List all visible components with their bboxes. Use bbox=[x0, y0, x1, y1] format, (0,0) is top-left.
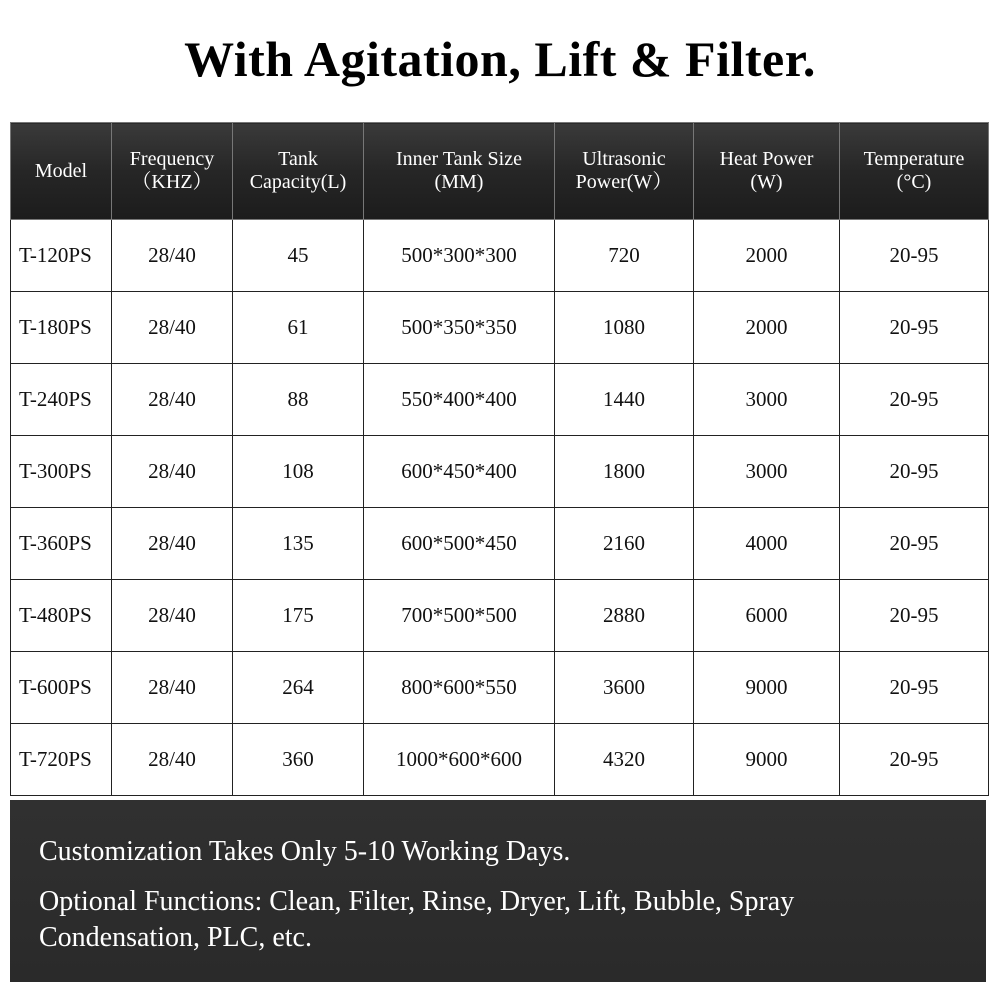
cell-capacity: 264 bbox=[233, 652, 364, 724]
cell-frequency: 28/40 bbox=[112, 364, 233, 436]
cell-ultrasonic-power: 2160 bbox=[555, 508, 694, 580]
cell-capacity: 88 bbox=[233, 364, 364, 436]
cell-capacity: 108 bbox=[233, 436, 364, 508]
header-heat-power bbox=[694, 123, 840, 220]
cell-capacity: 360 bbox=[233, 724, 364, 796]
cell-temperature: 20-95 bbox=[840, 364, 989, 436]
cell-ultrasonic-power: 1080 bbox=[555, 292, 694, 364]
cell-capacity: 61 bbox=[233, 292, 364, 364]
cell-frequency: 28/40 bbox=[112, 580, 233, 652]
table-row bbox=[11, 724, 989, 796]
cell-heat-power: 3000 bbox=[694, 436, 840, 508]
cell-inner-size: 500*350*350 bbox=[364, 292, 555, 364]
table-row bbox=[11, 652, 989, 724]
header-line: (°C) bbox=[896, 171, 932, 193]
header-ultrasonic-power bbox=[555, 123, 694, 220]
header-line: Power(W） bbox=[575, 171, 673, 193]
header-line: (W) bbox=[750, 171, 783, 193]
header-line: Ultrasonic bbox=[582, 148, 666, 170]
cell-temperature: 20-95 bbox=[840, 436, 989, 508]
cell-heat-power: 9000 bbox=[694, 652, 840, 724]
header-tank-capacity bbox=[233, 123, 364, 220]
spec-table bbox=[10, 122, 989, 796]
header-line: Frequency bbox=[129, 148, 215, 170]
cell-heat-power: 6000 bbox=[694, 580, 840, 652]
cell-capacity: 45 bbox=[233, 220, 364, 292]
cell-capacity: 135 bbox=[233, 508, 364, 580]
cell-heat-power: 9000 bbox=[694, 724, 840, 796]
header-line: Model bbox=[34, 159, 88, 182]
cell-inner-size: 600*500*450 bbox=[364, 508, 555, 580]
table-row bbox=[11, 364, 989, 436]
cell-frequency: 28/40 bbox=[112, 220, 233, 292]
optional-functions-note: Optional Functions: Clean, Filter, Rinse, Dryer, Lift, Bubble, Spray Condensation, PLC, etc. bbox=[39, 886, 795, 953]
cell-temperature: 20-95 bbox=[840, 580, 989, 652]
cell-ultrasonic-power: 1440 bbox=[555, 364, 694, 436]
cell-model: T-180PS bbox=[11, 292, 112, 364]
table-row bbox=[11, 580, 989, 652]
cell-inner-size: 800*600*550 bbox=[364, 652, 555, 724]
customization-note: Customization Takes Only 5-10 Working Days. bbox=[39, 836, 571, 867]
cell-model: T-720PS bbox=[11, 724, 112, 796]
cell-temperature: 20-95 bbox=[840, 508, 989, 580]
header-line: Heat Power bbox=[719, 148, 814, 170]
table-row bbox=[11, 292, 989, 364]
cell-model: T-240PS bbox=[11, 364, 112, 436]
cell-temperature: 20-95 bbox=[840, 652, 989, 724]
cell-ultrasonic-power: 1800 bbox=[555, 436, 694, 508]
header-line: Temperature bbox=[863, 148, 965, 170]
cell-ultrasonic-power: 4320 bbox=[555, 724, 694, 796]
header-line: （KHZ） bbox=[131, 171, 213, 193]
cell-inner-size: 700*500*500 bbox=[364, 580, 555, 652]
header-frequency bbox=[112, 123, 233, 220]
cell-temperature: 20-95 bbox=[840, 220, 989, 292]
table-row bbox=[11, 508, 989, 580]
cell-capacity: 175 bbox=[233, 580, 364, 652]
header-model bbox=[11, 123, 112, 220]
cell-inner-size: 600*450*400 bbox=[364, 436, 555, 508]
cell-ultrasonic-power: 2880 bbox=[555, 580, 694, 652]
cell-model: T-300PS bbox=[11, 436, 112, 508]
cell-inner-size: 550*400*400 bbox=[364, 364, 555, 436]
cell-frequency: 28/40 bbox=[112, 436, 233, 508]
cell-frequency: 28/40 bbox=[112, 652, 233, 724]
cell-heat-power: 2000 bbox=[694, 220, 840, 292]
cell-model: T-600PS bbox=[11, 652, 112, 724]
header-inner-tank-size bbox=[364, 123, 555, 220]
header-line: Capacity(L) bbox=[249, 171, 347, 193]
cell-ultrasonic-power: 3600 bbox=[555, 652, 694, 724]
cell-frequency: 28/40 bbox=[112, 292, 233, 364]
cell-heat-power: 2000 bbox=[694, 292, 840, 364]
cell-frequency: 28/40 bbox=[112, 508, 233, 580]
notes-panel bbox=[10, 800, 986, 982]
cell-frequency: 28/40 bbox=[112, 724, 233, 796]
cell-temperature: 20-95 bbox=[840, 292, 989, 364]
cell-heat-power: 3000 bbox=[694, 364, 840, 436]
header-line: (MM) bbox=[434, 171, 484, 193]
header-line: Tank bbox=[278, 148, 318, 170]
table-header-row bbox=[11, 123, 989, 220]
cell-model: T-360PS bbox=[11, 508, 112, 580]
page-title: With Agitation, Lift & Filter. bbox=[184, 31, 816, 87]
cell-inner-size: 1000*600*600 bbox=[364, 724, 555, 796]
cell-ultrasonic-power: 720 bbox=[555, 220, 694, 292]
cell-inner-size: 500*300*300 bbox=[364, 220, 555, 292]
header-line: Inner Tank Size bbox=[396, 148, 522, 170]
table-row bbox=[11, 436, 989, 508]
cell-temperature: 20-95 bbox=[840, 724, 989, 796]
cell-model: T-120PS bbox=[11, 220, 112, 292]
cell-heat-power: 4000 bbox=[694, 508, 840, 580]
table-row bbox=[11, 220, 989, 292]
cell-model: T-480PS bbox=[11, 580, 112, 652]
header-temperature bbox=[840, 123, 989, 220]
